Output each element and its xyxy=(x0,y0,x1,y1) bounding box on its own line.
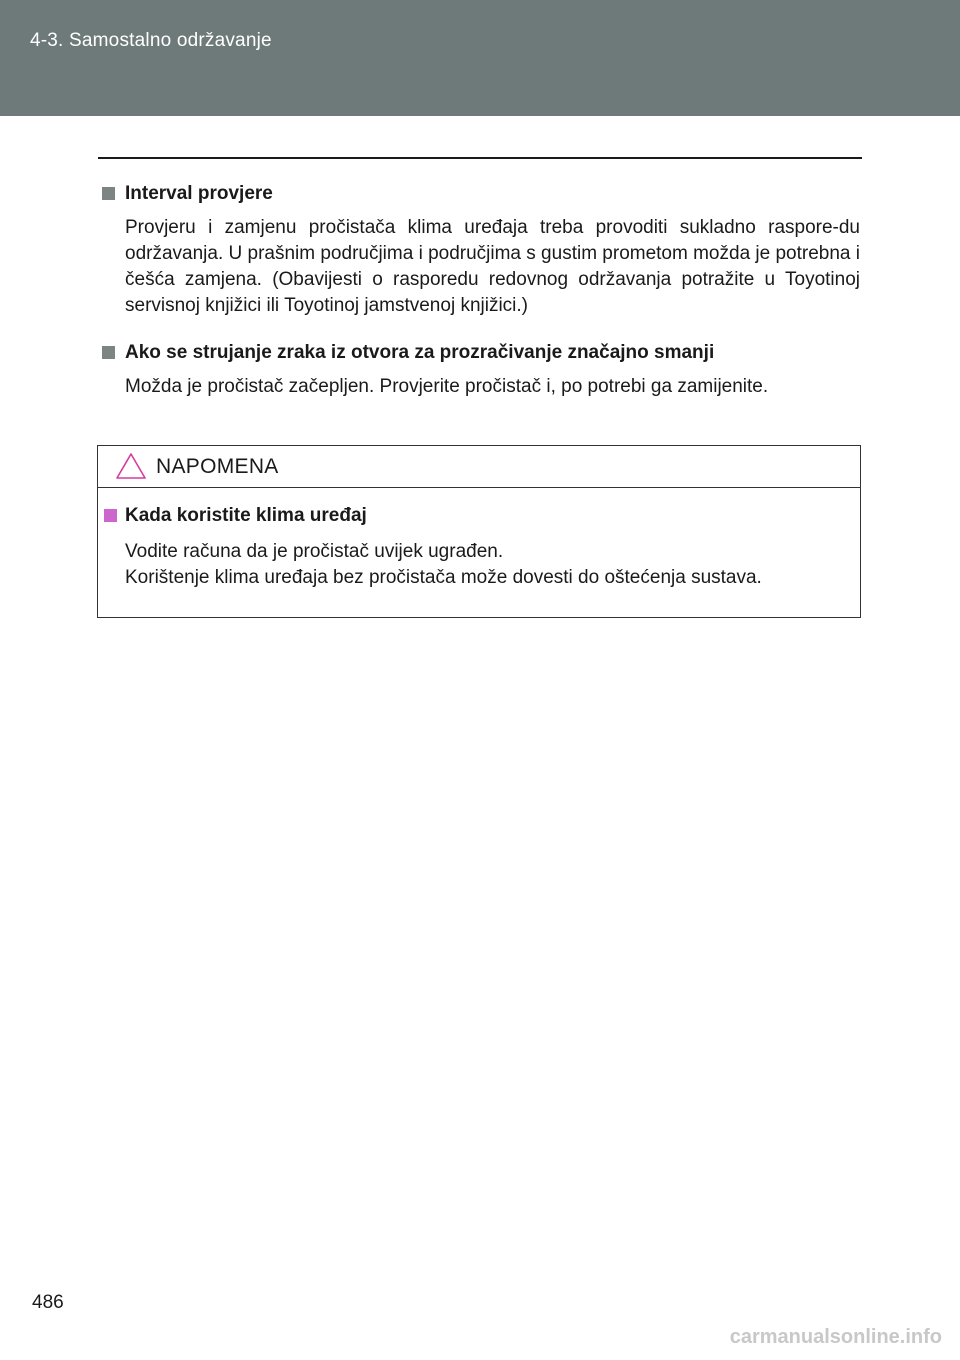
notice-line: Korištenje klima uređaja bez pročistača može dovesti do oštećenja sustava. xyxy=(125,567,762,588)
notice-body xyxy=(98,539,858,591)
square-bullet-icon xyxy=(104,509,117,522)
section-title: 4-3. Samostalno održavanje xyxy=(30,30,272,51)
section-heading xyxy=(100,181,860,207)
square-bullet-icon xyxy=(102,346,115,359)
section-body: Provjeru i zamjenu pročistača klima uređaja treba provoditi sukladno raspore-du održavanja. U prašnim područjima i područjima s gustim prometom možda je potrebna i češća zamjena. (Obavijesti o rasporedu redovnog održavanja potražite u Toyotinoj servisnoj knjižici ili Toyotinoj jamstvenoj knjižici.) xyxy=(125,217,860,316)
header-band xyxy=(0,0,960,116)
notice-box xyxy=(97,445,861,618)
top-divider xyxy=(98,157,862,159)
section-airflow xyxy=(100,340,860,400)
section-body: Možda je pročistač začepljen. Provjerite pročistač i, po potrebi ga zamijenite. xyxy=(125,376,769,397)
notice-header xyxy=(98,446,860,488)
section-interval xyxy=(100,181,860,319)
notice-heading xyxy=(98,503,858,529)
warning-triangle-icon xyxy=(115,452,147,480)
notice-heading-text: Kada koristite klima uređaj xyxy=(125,505,367,526)
square-bullet-icon xyxy=(102,187,115,200)
notice-content xyxy=(98,503,858,591)
watermark: carmanualsonline.info xyxy=(729,1326,942,1348)
section-heading xyxy=(100,340,860,366)
section-heading-text: Interval provjere xyxy=(125,183,273,204)
notice-title: NAPOMENA xyxy=(156,455,279,478)
section-heading-text: Ako se strujanje zraka iz otvora za prozračivanje značajno smanji xyxy=(125,342,715,363)
page-number: 486 xyxy=(32,1292,64,1313)
notice-line: Vodite računa da je pročistač uvijek ugrađen. xyxy=(125,541,504,562)
